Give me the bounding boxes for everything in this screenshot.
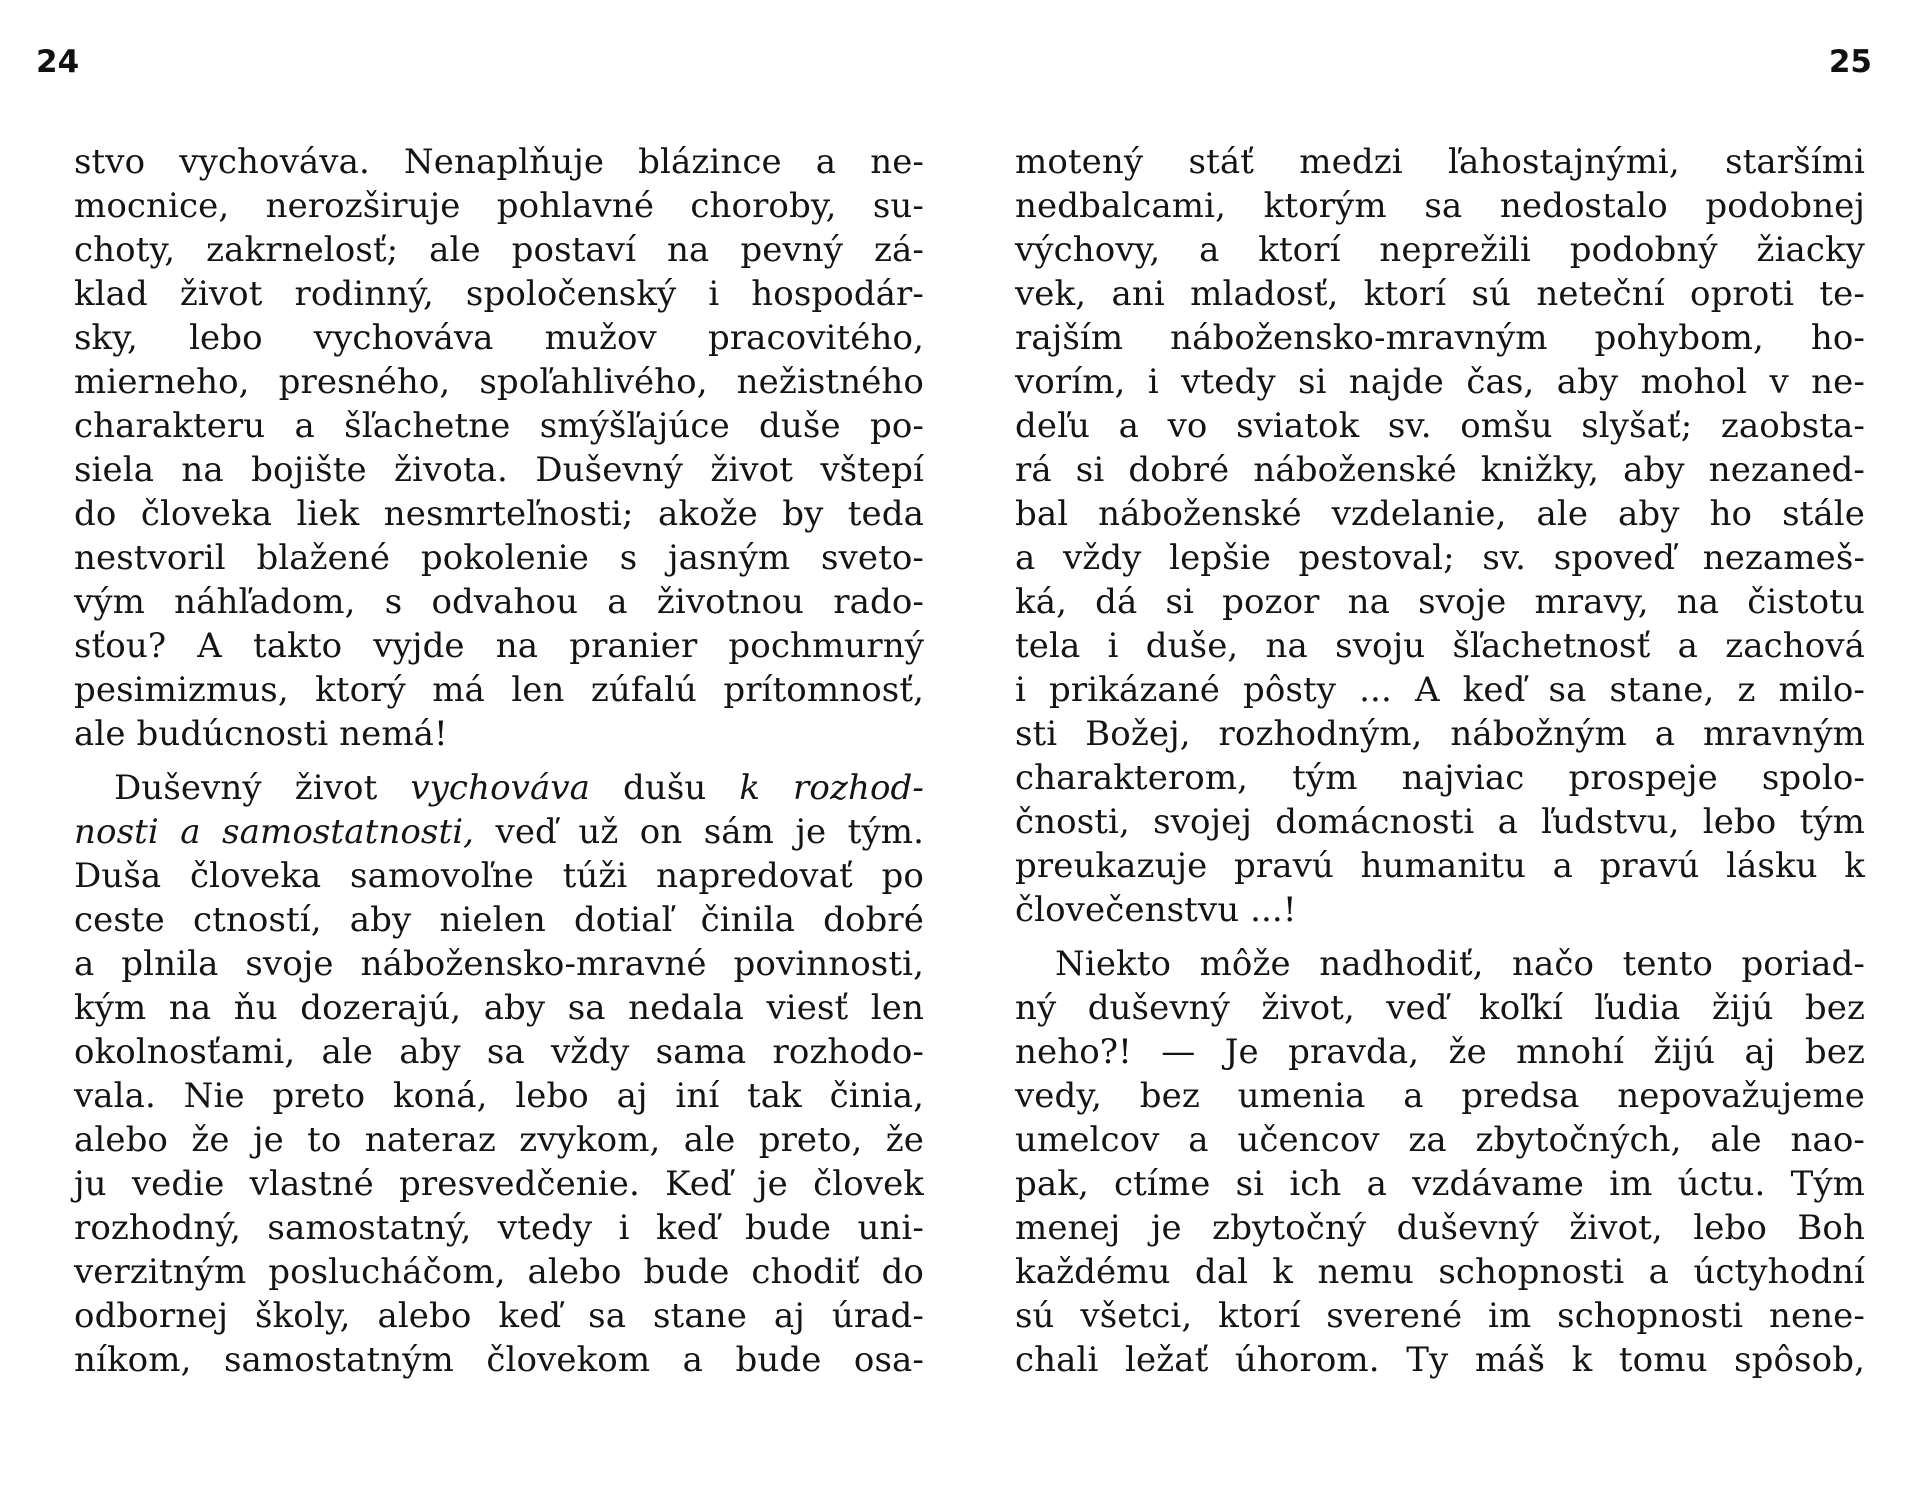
page-number-right: 25 [1828, 44, 1872, 80]
text-line: umelcov a učencov za zbytočných, ale nao- [1015, 1120, 1865, 1160]
text-line: i prikázané pôsty ... A keď sa stane, z milo- [1015, 670, 1865, 710]
paragraph-gap [74, 756, 924, 766]
text-line: vedy, bez umenia a predsa nepovažujeme [1015, 1076, 1865, 1116]
text-line: preukazuje pravú humanitu a pravú lásku k [1015, 846, 1865, 886]
text-line: chali ležať úhorom. Ty máš k tomu spôsob, [1015, 1340, 1865, 1380]
text-line: pak, ctíme si ich a vzdávame im úctu. Tým [1015, 1164, 1865, 1204]
text-line: vým náhľadom, s odvahou a životnou rado- [74, 582, 924, 622]
text-line: rozhodný, samostatný, vtedy i keď bude uni- [74, 1208, 924, 1248]
text-line: nosti a samostatnosti, veď už on sám je tým. [74, 812, 924, 852]
text-line: výchovy, a ktorí neprežili podobný žiacky [1015, 230, 1865, 270]
text-line: ju vedie vlastné presvedčenie. Keď je človek [74, 1164, 924, 1204]
text-line: Niekto môže nadhodiť, načo tento poriad- [1055, 944, 1865, 984]
text-line: mocnice, nerozširuje pohlavné choroby, su- [74, 186, 924, 226]
text-line: ceste ctností, aby nielen dotiaľ činila dobré [74, 900, 924, 940]
text-line: menej je zbytočný duševný život, lebo Boh [1015, 1208, 1865, 1248]
text-line: človečenstvu ...! [1015, 890, 1297, 930]
text-line: ale budúcnosti nemá! [74, 714, 448, 754]
text-line: čnosti, svojej domácnosti a ľudstvu, lebo tým [1015, 802, 1865, 842]
text-line: a plnila svoje nábožensko-mravné povinnosti, [74, 944, 924, 984]
text-line: okolnosťami, ale aby sa vždy sama rozhodo- [74, 1032, 924, 1072]
text-line: sú všetci, ktorí sverené im schopnosti nene- [1015, 1296, 1865, 1336]
left-page-text [74, 140, 924, 1382]
right-page [957, 0, 1914, 1500]
text-line: verzitným poslucháčom, alebo bude chodiť do [74, 1252, 924, 1292]
text-line: choty, zakrnelosť; ale postaví na pevný zá- [74, 230, 924, 270]
text-line: charakteru a šľachetne smýšľajúce duše po- [74, 406, 924, 446]
text-line: neho?! — Je pravda, že mnohí žijú aj bez [1015, 1032, 1865, 1072]
text-line: siela na bojište života. Duševný život vštepí [74, 450, 924, 490]
text-line: stvo vychováva. Nenaplňuje blázince a ne- [74, 142, 924, 182]
text-line: ný duševný život, veď koľkí ľudia žijú bez [1015, 988, 1865, 1028]
right-page-text [1015, 140, 1865, 1382]
text-line: níkom, samostatným človekom a bude osa- [74, 1340, 924, 1380]
text-line: bal náboženské vzdelanie, ale aby ho stále [1015, 494, 1865, 534]
text-line: každému dal k nemu schopnosti a úctyhodní [1015, 1252, 1865, 1292]
text-line: do človeka liek nesmrteľnosti; akože by teda [74, 494, 924, 534]
text-line: a vždy lepšie pestoval; sv. spoveď nezameš- [1015, 538, 1865, 578]
text-line: sti Božej, rozhodným, nábožným a mravným [1015, 714, 1865, 754]
text-line: sťou? A takto vyjde na pranier pochmurný [74, 626, 924, 666]
text-line: mierneho, presného, spoľahlivého, nežistného [74, 362, 924, 402]
text-line: pesimizmus, ktorý má len zúfalú prítomnosť, [74, 670, 924, 710]
text-line: sky, lebo vychováva mužov pracovitého, [74, 318, 924, 358]
text-line: alebo že je to nateraz zvykom, ale preto, že [74, 1120, 924, 1160]
text-line: Duševný život vychováva dušu k rozhod- [114, 768, 924, 808]
text-line: vorím, i vtedy si najde čas, aby mohol v ne- [1015, 362, 1865, 402]
text-line: nestvoril blažené pokolenie s jasným sveto- [74, 538, 924, 578]
text-line: Duša človeka samovoľne túži napredovať po [74, 856, 924, 896]
text-line: ká, dá si pozor na svoje mravy, na čistotu [1015, 582, 1865, 622]
text-line: tela i duše, na svoju šľachetnosť a zachová [1015, 626, 1865, 666]
paragraph-gap [1015, 932, 1865, 942]
text-line: kým na ňu dozerajú, aby sa nedala viesť len [74, 988, 924, 1028]
text-line: motený stáť medzi ľahostajnými, staršími [1015, 142, 1865, 182]
text-line: deľu a vo sviatok sv. omšu slyšať; zaobsta- [1015, 406, 1865, 446]
text-line: odbornej školy, alebo keď sa stane aj úrad- [74, 1296, 924, 1336]
text-line: nedbalcami, ktorým sa nedostalo podobnej [1015, 186, 1865, 226]
page-number-left: 24 [36, 44, 80, 80]
text-line: rajším nábožensko-mravným pohybom, ho- [1015, 318, 1865, 358]
text-line: klad život rodinný, spoločenský i hospodár- [74, 274, 924, 314]
text-line: rá si dobré náboženské knižky, aby nezaned- [1015, 450, 1865, 490]
text-line: vek, ani mladosť, ktorí sú neteční oproti te- [1015, 274, 1865, 314]
text-line: charakterom, tým najviac prospeje spolo- [1015, 758, 1865, 798]
text-line: vala. Nie preto koná, lebo aj iní tak činia, [74, 1076, 924, 1116]
